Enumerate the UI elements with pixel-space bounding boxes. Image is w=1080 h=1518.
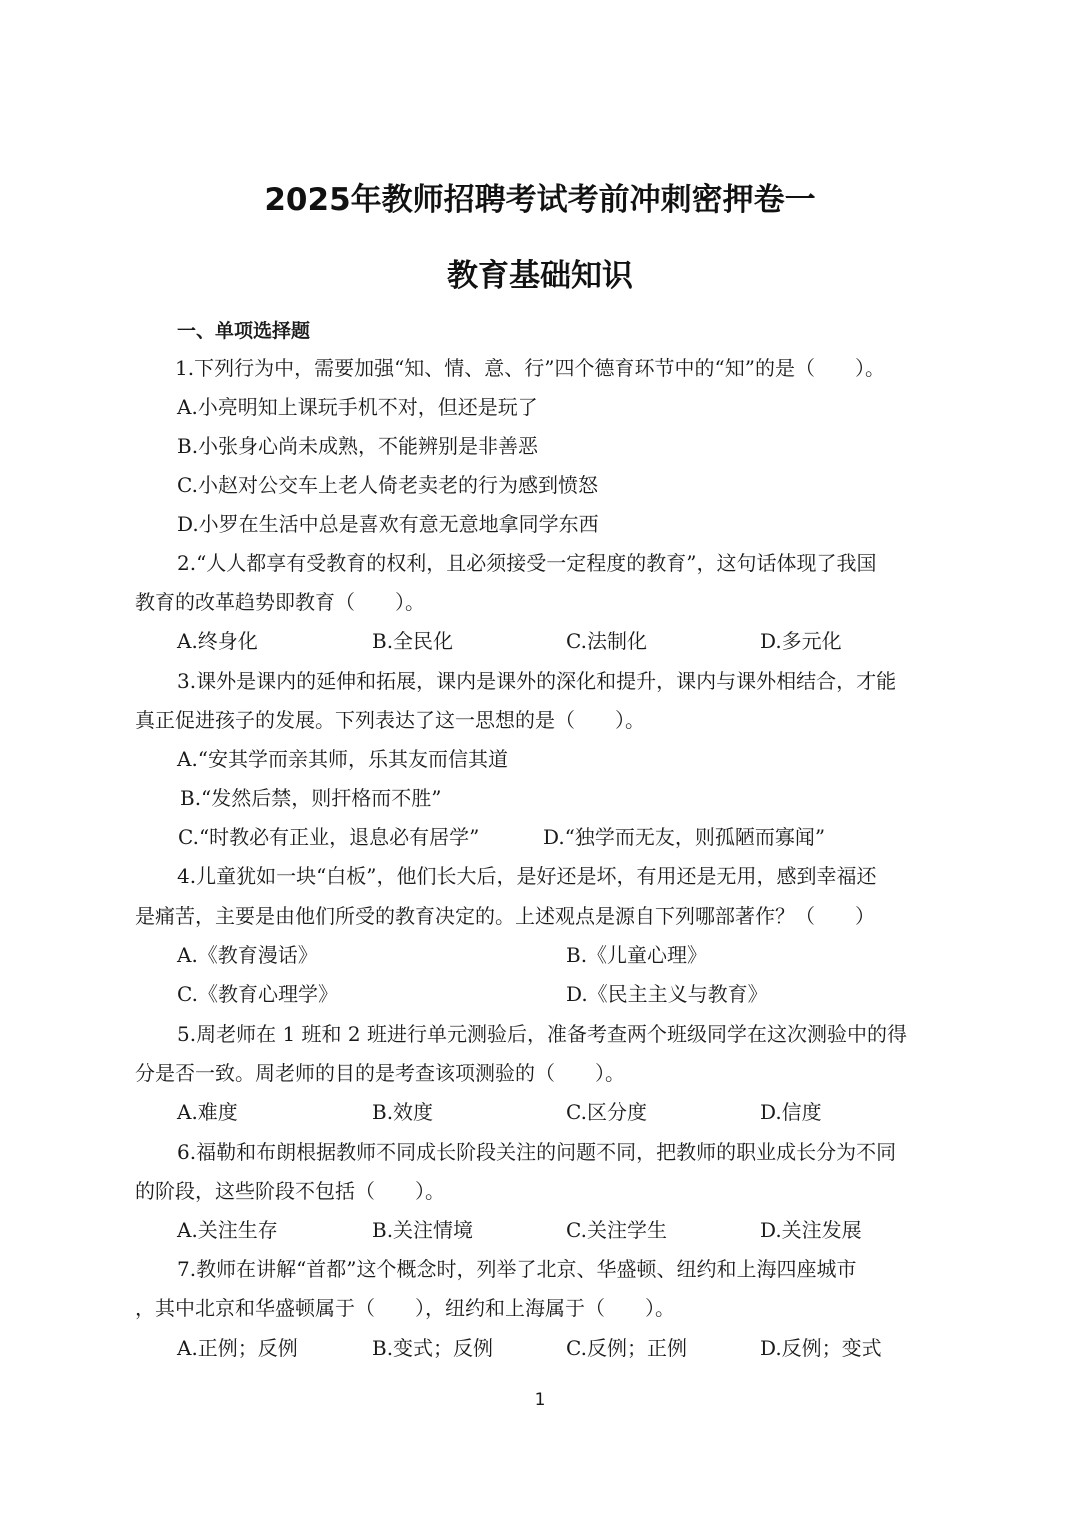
question-7-option-d: D.反例；变式 (760, 1336, 882, 1360)
question-7-option-c: C.反例；正例 (566, 1336, 687, 1360)
question-6-option-a: A.关注生存 (177, 1218, 278, 1242)
question-2-option-c: C.法制化 (566, 629, 647, 653)
question-6-option-d: D.关注发展 (760, 1218, 862, 1242)
exam-subtitle: 教育基础知识 (447, 258, 633, 294)
question-4-option-c: C.《教育心理学》 (177, 982, 338, 1006)
question-4-option-b: B.《儿童心理》 (566, 943, 708, 967)
question-3-option-b: B.“发然后禁，则扞格而不胜” (180, 786, 442, 810)
page-number: 1 (534, 1390, 546, 1410)
question-5-stem-line-2: 分是否一致。周老师的目的是考查该项测验的（ ）。 (135, 1061, 625, 1085)
question-6-stem-line-2: 的阶段，这些阶段不包括（ ）。 (135, 1179, 445, 1203)
question-1-option-d: D.小罗在生活中总是喜欢有意无意地拿同学东西 (177, 512, 599, 536)
question-3-option-d: D.“独学而无友，则孤陋而寡闻” (543, 825, 826, 849)
question-7-option-a: A.正例；反例 (177, 1336, 298, 1360)
question-2-option-a: A.终身化 (177, 629, 258, 653)
section-heading: 一、单项选择题 (177, 320, 311, 342)
question-3-stem-line-1: 3.课外是课内的延伸和拓展，课内是课外的深化和提升，课内与课外相结合，才能 (177, 669, 897, 693)
question-4-stem-line-2: 是痛苦，主要是由他们所受的教育决定的。上述观点是源自下列哪部著作？（ ） (135, 904, 875, 928)
question-3-option-c: C.“时教必有正业，退息必有居学” (178, 825, 480, 849)
question-7-option-b: B.变式；反例 (372, 1336, 494, 1360)
question-3-stem-line-2: 真正促进孩子的发展。下列表达了这一思想的是（ ）。 (135, 708, 645, 732)
question-7-stem-line-2: ，其中北京和华盛顿属于（ ），纽约和上海属于（ ）。 (135, 1296, 675, 1320)
question-2-stem-line-2: 教育的改革趋势即教育（ ）。 (135, 590, 425, 614)
question-5-stem-line-1: 5.周老师在 1 班和 2 班进行单元测验后，准备考查两个班级同学在这次测验中的得 (177, 1022, 907, 1046)
question-6-stem-line-1: 6.福勒和布朗根据教师不同成长阶段关注的问题不同，把教师的职业成长分为不同 (177, 1140, 897, 1164)
question-2-option-d: D.多元化 (760, 629, 842, 653)
question-4-stem-line-1: 4.儿童犹如一块“白板”，他们长大后，是好还是坏，有用还是无用，感到幸福还 (177, 864, 877, 888)
question-3-option-a: A.“安其学而亲其师，乐其友而信其道 (177, 747, 509, 771)
question-1-option-c: C.小赵对公交车上老人倚老卖老的行为感到愤怒 (177, 473, 598, 497)
question-4-option-d: D.《民主主义与教育》 (566, 982, 768, 1006)
question-5-option-d: D.信度 (760, 1100, 822, 1124)
question-1-option-a: A.小亮明知上课玩手机不对，但还是玩了 (177, 395, 538, 419)
question-5-option-a: A.难度 (177, 1100, 238, 1124)
question-6-option-c: C.关注学生 (566, 1218, 667, 1242)
question-7-stem-line-1: 7.教师在讲解“首都”这个概念时，列举了北京、华盛顿、纽约和上海四座城市 (177, 1257, 857, 1281)
question-1-option-b: B.小张身心尚未成熟，不能辨别是非善恶 (177, 434, 539, 458)
exam-title: 2025年教师招聘考试考前冲刺密押卷一 (264, 182, 816, 218)
question-4-option-a: A.《教育漫话》 (177, 943, 318, 967)
question-5-option-b: B.效度 (372, 1100, 434, 1124)
question-6-option-b: B.关注情境 (372, 1218, 474, 1242)
question-5-option-c: C.区分度 (566, 1100, 647, 1124)
question-1-stem: 1.下列行为中，需要加强“知、情、意、行”四个德育环节中的“知”的是（ ）。 (175, 356, 885, 380)
question-2-option-b: B.全民化 (372, 629, 454, 653)
question-2-stem-line-1: 2.“人人都享有受教育的权利，且必须接受一定程度的教育”，这句话体现了我国 (177, 551, 877, 575)
